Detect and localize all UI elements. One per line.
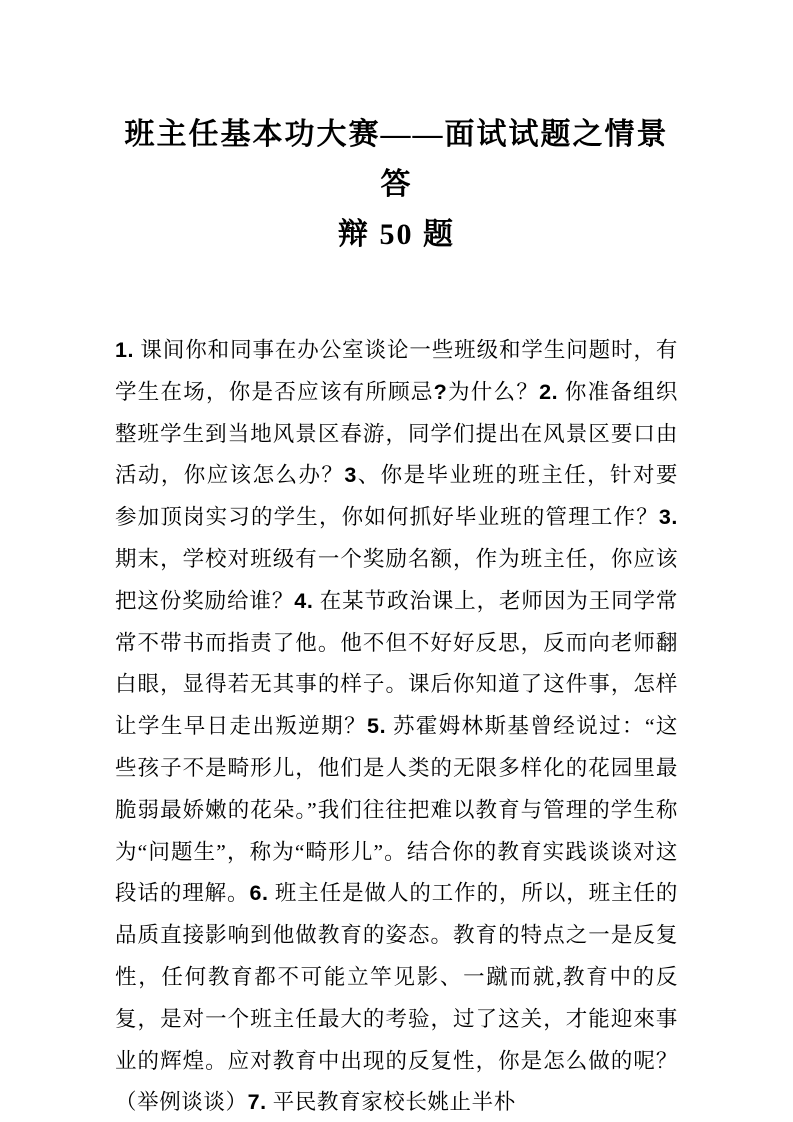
question-number: 3. (658, 505, 678, 530)
question-number: 7. (247, 1090, 267, 1115)
body-text-segment: 你准备组织整班学生到当地风景区春游，同学们提出在风景区要口由活动，你应该怎么办？ (115, 379, 678, 488)
body-paragraph (115, 330, 678, 1122)
document-title (115, 110, 678, 260)
body-text-segment: 苏霍姆林斯基曾经说过：“这些孩子不是畸形儿，他们是人类的无限多样化的花园里最脆弱最娇嫩的花朵。”我们往往把难以教育与管理的学生称为“问题生”，称为“畸形儿”。结合你的教育实践谈谈对这段话的理解。 (115, 714, 678, 906)
question-number: ? (433, 379, 448, 404)
document-title-line-1: 班主任基本功大赛——面试试题之情景答 (124, 118, 669, 201)
question-number: 4. (294, 588, 314, 613)
body-text-segment: 课间你和同事在办公室谈论一些班级和学生问题时，有学生在场，你是否应该有所顾忌 (115, 338, 678, 404)
body-text-segment: 、你是毕业班的班主任，针对要参加顶岗实习的学生，你如何抓好毕业班的管理工作？ (115, 463, 678, 530)
body-text-segment: 在某节政治课上，老师因为王同学常常不带书而指责了他。他不但不好好反思，反而向老师翻白眼，显得若无其事的样子。课后你知道了这件事，怎样让学生早日走出叛逆期？ (115, 588, 678, 739)
question-number: 1. (115, 338, 135, 362)
body-text-segment: 为什么？ (447, 379, 540, 404)
body-text-segment: 平民教育家校长姚止半朴 (266, 1090, 516, 1115)
question-number: 3 (344, 463, 357, 488)
body-text-segment: 期末，学校对班级有一个奖励名额，作为班主任，你应该把这份奖励给谁？ (115, 546, 678, 613)
body-text-segment: 班主任是做人的工作的，所以，班主任的品质直接影响到他做教育的姿态。教育的特点之一是反复性，任何教育都不可能立竿见影、一蹴而就,教育中的反复，是对一个班主任最大的考验，过了这关，才能迎來事业的辉煌。应对教育中出现的反复性，你是怎么做的呢？（举例谈谈） (115, 881, 678, 1115)
question-number: 5. (367, 714, 387, 739)
document-title-line-2: 辩 50 题 (338, 218, 455, 251)
question-number: 2. (539, 379, 559, 404)
question-number: 6. (249, 881, 269, 906)
